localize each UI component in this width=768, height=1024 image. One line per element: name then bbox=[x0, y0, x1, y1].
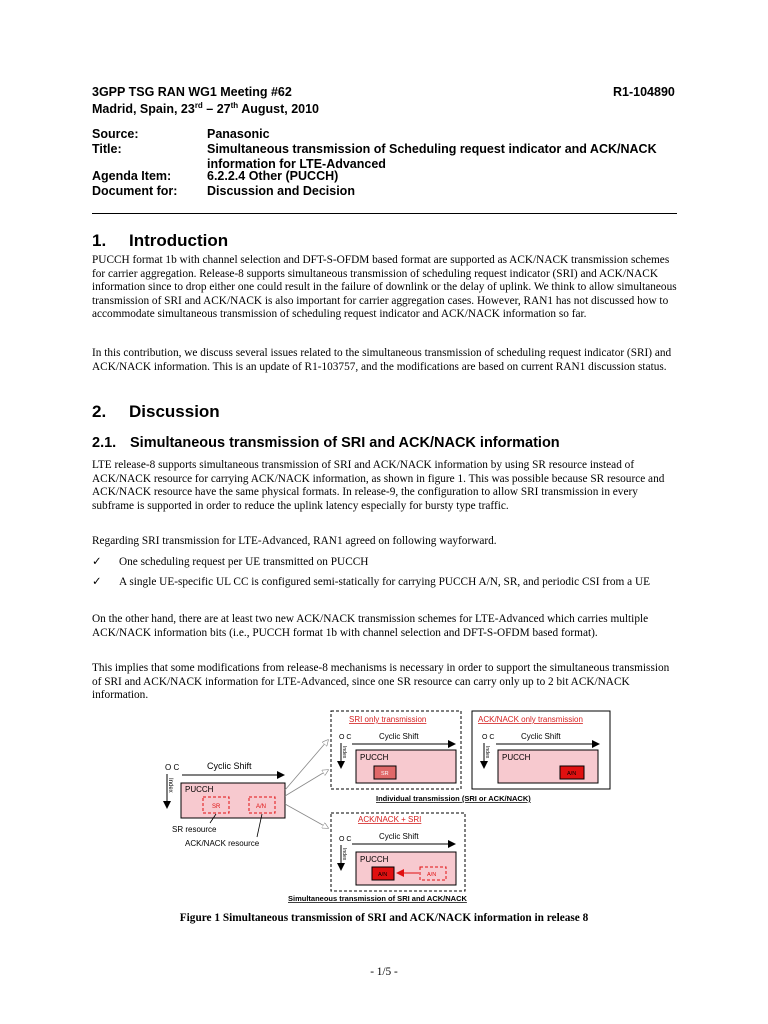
subsection-number: 2.1. bbox=[92, 435, 117, 451]
cyclic-shift-label: Cyclic Shift bbox=[521, 732, 561, 741]
header-divider bbox=[92, 213, 677, 214]
section-heading-introduction bbox=[92, 231, 228, 251]
document-id: R1-104890 bbox=[613, 85, 675, 99]
agenda-value: 6.2.2.4 Other (PUCCH) bbox=[207, 169, 339, 183]
ack-only-title: ACK/NACK only transmission bbox=[478, 715, 583, 724]
an-box-label: A/N bbox=[256, 804, 267, 810]
source-value: Panasonic bbox=[207, 127, 270, 141]
connector-arrow-lower bbox=[285, 804, 328, 828]
oc-label: O C bbox=[339, 836, 352, 843]
figure-1-diagram bbox=[150, 708, 620, 908]
pucch-label: PUCCH bbox=[360, 855, 389, 864]
source-label: Source: bbox=[92, 127, 139, 141]
pucch-label: PUCCH bbox=[360, 753, 389, 762]
sri-only-title: SRI only transmission bbox=[349, 715, 427, 724]
location-sup-th: th bbox=[230, 101, 239, 110]
index-label: Index bbox=[341, 848, 347, 861]
discussion-paragraph-1: LTE release-8 supports simultaneous transmission of SRI and ACK/NACK information by using SR resource instead of ACK/NACK resource for carrying ACK/NACK information, as shown in figure 1. This was possible because SR resource and ACK/NACK resource have the same physical formats. In release-9, the configuration to allow SRI transmission in every subframe is supported in order to reduce the uplink latency especially for bursty type traffic. bbox=[92, 459, 665, 512]
individual-transmission-label: Individual transmission (SRI or ACK/NACK) bbox=[376, 794, 531, 803]
meeting-location bbox=[92, 101, 319, 116]
sr-box-label: SR bbox=[381, 771, 389, 777]
discussion-paragraph-2: Regarding SRI transmission for LTE-Advanced, RAN1 agreed on following wayforward. bbox=[92, 535, 497, 547]
an-box-label: A/N bbox=[427, 872, 437, 878]
ack-sri-panel bbox=[331, 813, 465, 891]
pucch-label: PUCCH bbox=[185, 785, 214, 794]
document-for-label: Document for: bbox=[92, 184, 178, 198]
checkmark-icon: ✓ bbox=[92, 556, 102, 568]
section-number: 1. bbox=[92, 231, 107, 250]
simultaneous-transmission-label: Simultaneous transmission of SRI and ACK/NACK bbox=[288, 894, 467, 903]
discussion-paragraph-3: On the other hand, there are at least two new ACK/NACK transmission schemes for LTE-Advanced which carries multiple ACK/NACK information bits (i.e., PUCCH format 1b with channel selection and DFT-S-OFDM based format). bbox=[92, 613, 649, 639]
bullet-text: A single UE-specific UL CC is configured semi-statically for carrying PUCCH A/N, SR, and periodic CSI from a UE bbox=[119, 576, 651, 588]
section-number: 2. bbox=[92, 402, 107, 421]
oc-label: O C bbox=[165, 763, 180, 772]
sr-box-label: SR bbox=[212, 804, 221, 810]
discussion-paragraph-4: This implies that some modifications from release-8 mechanisms is necessary in order to support the simultaneous transmission of SRI and ACK/NACK information for LTE-Advanced, since one SR resource can carry only up to 2 bit ACK/NACK information. bbox=[92, 662, 670, 701]
ack-resource-label: ACK/NACK resource bbox=[185, 839, 260, 848]
meeting-title: 3GPP TSG RAN WG1 Meeting #62 bbox=[92, 85, 292, 99]
cyclic-shift-label: Cyclic Shift bbox=[379, 832, 419, 841]
cyclic-shift-label: Cyclic Shift bbox=[207, 761, 252, 771]
section-title: Introduction bbox=[129, 231, 229, 250]
title-value: Simultaneous transmission of Scheduling request indicator and ACK/NACK information for LTE-Advanced bbox=[207, 142, 657, 171]
title-label: Title: bbox=[92, 142, 122, 156]
an-box-label: A/N bbox=[567, 771, 577, 777]
bullet-text: One scheduling request per UE transmitted on PUCCH bbox=[119, 556, 369, 568]
subsection-title: Simultaneous transmission of SRI and ACK/NACK information bbox=[130, 435, 560, 451]
index-label: Index bbox=[484, 746, 490, 759]
ack-only-panel bbox=[472, 711, 610, 789]
index-label: Index bbox=[167, 778, 173, 793]
figure-caption: Figure 1 Simultaneous transmission of SRI and ACK/NACK information in release 8 bbox=[179, 912, 589, 924]
index-label: Index bbox=[341, 746, 347, 759]
intro-paragraph-2: In this contribution, we discuss several issues related to the simultaneous transmission of scheduling request indicator (SRI) and ACK/NACK information. This is an update of R1-103757, and the modifications are based on current RAN1 discussion status. bbox=[92, 347, 672, 373]
bullet-item bbox=[92, 576, 680, 590]
location-prefix: Madrid, Spain, 23 bbox=[92, 102, 195, 117]
left-resource-diagram bbox=[165, 761, 285, 848]
location-sup-rd: rd bbox=[194, 101, 203, 110]
oc-label: O C bbox=[482, 734, 495, 741]
sr-resource-label: SR resource bbox=[172, 825, 217, 834]
section-heading-discussion bbox=[92, 402, 220, 422]
intro-paragraph-1: PUCCH format 1b with channel selection and DFT-S-OFDM based format are supported as ACK/NACK transmission schemes for carrier aggregation. Release-8 supports simultaneous transmission of scheduling request indicator (SRI) and ACK/NACK information since to drop either one could result in the failure of downlink or the delay of uplink. We think to allow simultaneous transmission of SRI and ACK/NACK is also important for carrier aggregation cases. However, RAN1 has not discussed how to accommodate simultaneous transmission of scheduling request indicator and ACK/NACK information so far. bbox=[92, 254, 677, 320]
location-mid: – 27 bbox=[202, 102, 231, 117]
subsection-heading bbox=[92, 435, 560, 451]
connector-arrow-upper bbox=[285, 740, 328, 790]
checkmark-icon: ✓ bbox=[92, 576, 102, 588]
location-suffix: August, 2010 bbox=[238, 102, 319, 117]
oc-label: O C bbox=[339, 734, 352, 741]
section-title: Discussion bbox=[129, 402, 220, 421]
agenda-label: Agenda Item: bbox=[92, 169, 172, 183]
ack-sri-title: ACK/NACK + SRI bbox=[358, 815, 422, 824]
pucch-label: PUCCH bbox=[502, 753, 531, 762]
an-box-label: A/N bbox=[378, 872, 388, 878]
cyclic-shift-label: Cyclic Shift bbox=[379, 732, 419, 741]
sri-only-panel bbox=[331, 711, 461, 789]
bullet-item bbox=[92, 556, 680, 570]
document-for-value: Discussion and Decision bbox=[207, 184, 355, 198]
page-number: - 1/5 - bbox=[370, 966, 398, 978]
